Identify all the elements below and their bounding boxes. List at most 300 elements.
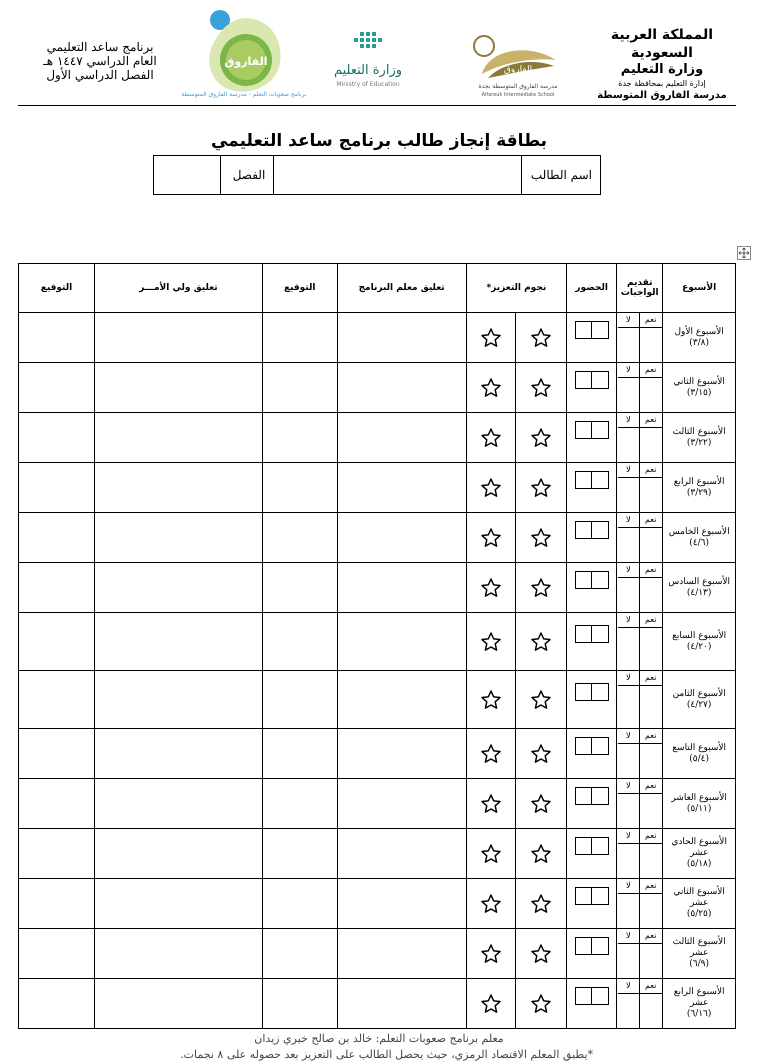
star-icon[interactable]	[530, 689, 552, 711]
week-row	[19, 563, 736, 613]
no-label: لا	[618, 613, 640, 628]
signature-cell[interactable]	[19, 779, 95, 829]
teacher-comment-cell[interactable]	[337, 463, 466, 513]
footer	[0, 1031, 758, 1063]
attendance-box[interactable]	[592, 472, 608, 488]
week-row	[19, 729, 736, 779]
yes-label: نعم	[640, 929, 662, 944]
homework-cell	[617, 729, 663, 779]
yes-checkbox[interactable]	[640, 894, 662, 928]
yes-label: نعم	[640, 463, 662, 478]
footer-teacher: معلم برنامج صعوبات التعلم: خالد بن صالح خيري زيدان	[254, 1032, 504, 1045]
star-icon[interactable]	[530, 477, 552, 499]
semester: الفصل الدراسي الأول	[46, 68, 154, 82]
parent-comment-cell[interactable]	[94, 463, 262, 513]
no-checkbox[interactable]	[618, 478, 640, 512]
header-divider	[18, 105, 736, 106]
star-cell	[515, 671, 566, 729]
signature-cell[interactable]	[19, 929, 95, 979]
signature-cell[interactable]	[19, 729, 95, 779]
no-checkbox[interactable]	[618, 844, 640, 878]
star-icon[interactable]	[530, 377, 552, 399]
star-cell	[515, 879, 566, 929]
teacher-comment-cell[interactable]	[337, 929, 466, 979]
parent-comment-cell[interactable]	[94, 879, 262, 929]
star-icon[interactable]	[530, 631, 552, 653]
header-teacher-comment: تعليق معلم البرنامج	[337, 264, 466, 313]
week-label: الأسبوع التاسع	[672, 742, 727, 753]
kingdom-text: المملكة العربية السعودية	[610, 27, 714, 61]
homework-yes-no	[618, 413, 662, 462]
week-row	[19, 979, 736, 1029]
week-cell	[663, 979, 736, 1029]
header-signature-1: التوقيع	[262, 264, 337, 313]
star-icon[interactable]	[480, 427, 502, 449]
no-label: لا	[618, 929, 640, 944]
parent-comment-cell[interactable]	[94, 929, 262, 979]
week-label: الأسبوع الرابع	[673, 476, 725, 487]
attendance-box[interactable]	[576, 572, 592, 588]
homework-yes-no	[618, 513, 662, 562]
signature-cell[interactable]	[19, 313, 95, 363]
week-label: الأسبوع الثالث عشر	[672, 937, 726, 958]
yes-checkbox[interactable]	[640, 428, 662, 462]
week-row	[19, 929, 736, 979]
no-checkbox[interactable]	[618, 428, 640, 462]
yes-checkbox[interactable]	[640, 478, 662, 512]
program-logo	[181, 8, 307, 100]
header-signature-2: التوقيع	[19, 264, 95, 313]
attendance-cell	[567, 979, 617, 1029]
week-cell	[663, 613, 736, 671]
signature-cell[interactable]	[262, 929, 337, 979]
week-cell	[663, 413, 736, 463]
yes-checkbox[interactable]	[640, 944, 662, 978]
week-cell	[663, 513, 736, 563]
academic-year: العام الدراسي ١٤٤٧ هـ	[43, 54, 157, 68]
attendance-boxes	[575, 987, 609, 1005]
no-checkbox[interactable]	[618, 378, 640, 412]
yes-checkbox[interactable]	[640, 378, 662, 412]
teacher-comment-cell[interactable]	[337, 613, 466, 671]
attendance-cell	[567, 729, 617, 779]
parent-comment-cell[interactable]	[94, 563, 262, 613]
attendance-boxes	[575, 937, 609, 955]
no-checkbox[interactable]	[618, 744, 640, 778]
signature-cell[interactable]	[19, 363, 95, 413]
yes-checkbox[interactable]	[640, 744, 662, 778]
week-row	[19, 513, 736, 563]
homework-cell	[617, 413, 663, 463]
star-cell	[515, 779, 566, 829]
parent-comment-cell[interactable]	[94, 513, 262, 563]
homework-cell	[617, 879, 663, 929]
homework-yes-no	[618, 979, 662, 1028]
homework-yes-no	[618, 829, 662, 878]
moe-logo-ar: وزارة التعليم	[333, 63, 403, 78]
week-cell	[663, 879, 736, 929]
week-row	[19, 829, 736, 879]
attendance-box[interactable]	[592, 838, 608, 854]
week-label: الأسبوع الرابع عشر	[673, 987, 725, 1008]
yes-checkbox[interactable]	[640, 328, 662, 362]
table-body	[19, 313, 736, 1029]
signature-cell[interactable]	[262, 979, 337, 1029]
teacher-comment-cell[interactable]	[337, 363, 466, 413]
no-checkbox[interactable]	[618, 528, 640, 562]
star-icon[interactable]	[530, 943, 552, 965]
week-row	[19, 463, 736, 513]
signature-cell[interactable]	[262, 413, 337, 463]
star-icon[interactable]	[480, 893, 502, 915]
yes-label: نعم	[640, 613, 662, 628]
star-icon[interactable]	[480, 377, 502, 399]
star-icon[interactable]	[480, 689, 502, 711]
attendance-box[interactable]	[576, 472, 592, 488]
week-date: (٣/١٥)	[686, 387, 712, 398]
homework-yes-no	[618, 779, 662, 828]
attendance-cell	[567, 363, 617, 413]
yes-checkbox[interactable]	[640, 578, 662, 612]
week-date: (٤/٢٠)	[686, 641, 712, 652]
no-checkbox[interactable]	[618, 328, 640, 362]
star-cell	[515, 929, 566, 979]
no-checkbox[interactable]	[618, 894, 640, 928]
attendance-boxes	[575, 471, 609, 489]
signature-cell[interactable]	[262, 613, 337, 671]
parent-comment-cell[interactable]	[94, 979, 262, 1029]
attendance-box[interactable]	[576, 372, 592, 388]
homework-cell	[617, 779, 663, 829]
week-date: (٦/١٦)	[686, 1009, 712, 1019]
school-name-text: مدرسة الفاروق المتوسطة	[597, 90, 727, 101]
no-checkbox[interactable]	[618, 578, 640, 612]
attendance-box[interactable]	[592, 738, 608, 754]
attendance-cell	[567, 413, 617, 463]
signature-cell[interactable]	[262, 829, 337, 879]
teacher-comment-cell[interactable]	[337, 979, 466, 1029]
no-checkbox[interactable]	[618, 686, 640, 728]
signature-cell[interactable]	[19, 413, 95, 463]
student-info-table	[153, 155, 601, 195]
week-row	[19, 779, 736, 829]
yes-checkbox[interactable]	[640, 528, 662, 562]
footer-note: *يطبق المعلم الاقتصاد الرمزي، حيث يحصل الطالب على التعزيز بعد حصوله على ٨ نجمات.	[180, 1048, 593, 1061]
attendance-box[interactable]	[576, 888, 592, 904]
no-label: لا	[618, 671, 640, 686]
star-icon[interactable]	[480, 527, 502, 549]
svg-text:الفاروق: الفاروق	[503, 65, 533, 75]
star-cell	[466, 729, 515, 779]
no-checkbox[interactable]	[618, 994, 640, 1028]
signature-cell[interactable]	[19, 613, 95, 671]
attendance-box[interactable]	[576, 626, 592, 642]
admin-text: إدارة التعليم بمحافظة جدة	[618, 79, 706, 88]
class-field[interactable]	[154, 156, 221, 195]
star-icon[interactable]	[530, 893, 552, 915]
attendance-box[interactable]	[592, 322, 608, 338]
star-icon[interactable]	[480, 843, 502, 865]
week-cell	[663, 829, 736, 879]
no-label: لا	[618, 313, 640, 328]
no-label: لا	[618, 879, 640, 894]
teacher-comment-cell[interactable]	[337, 313, 466, 363]
attendance-box[interactable]	[592, 522, 608, 538]
signature-cell[interactable]	[19, 563, 95, 613]
star-icon[interactable]	[480, 743, 502, 765]
attendance-boxes	[575, 321, 609, 339]
week-label: الأسبوع الثامن	[672, 688, 726, 699]
no-label: لا	[618, 413, 640, 428]
header-homework: تقديم الواجبات	[617, 264, 663, 313]
star-icon[interactable]	[530, 743, 552, 765]
program-logo-text: برنامج صعوبات التعلم - مدرسة الفاروق المتوسطة	[181, 91, 307, 98]
header-parent-comment: تعليق ولي الأمـــر	[94, 264, 262, 313]
star-icon[interactable]	[480, 577, 502, 599]
week-cell	[663, 563, 736, 613]
attendance-box[interactable]	[576, 938, 592, 954]
attendance-box[interactable]	[592, 684, 608, 700]
week-row	[19, 613, 736, 671]
star-icon[interactable]	[530, 843, 552, 865]
school-logo-en: Alfarouk Intermediate School	[481, 92, 555, 98]
attendance-boxes	[575, 787, 609, 805]
attendance-box[interactable]	[592, 938, 608, 954]
attendance-cell	[567, 313, 617, 363]
star-icon[interactable]	[530, 793, 552, 815]
teacher-comment-cell[interactable]	[337, 729, 466, 779]
week-date: (٦/٩)	[689, 959, 709, 969]
no-label: لا	[618, 363, 640, 378]
signature-cell[interactable]	[19, 829, 95, 879]
yes-label: نعم	[640, 513, 662, 528]
signature-cell[interactable]	[262, 513, 337, 563]
attendance-cell	[567, 779, 617, 829]
attendance-cell	[567, 671, 617, 729]
homework-cell	[617, 829, 663, 879]
homework-yes-no	[618, 363, 662, 412]
week-label: الأسبوع الثالث	[672, 426, 726, 437]
star-cell	[466, 929, 515, 979]
homework-yes-no	[618, 879, 662, 928]
attendance-box[interactable]	[576, 522, 592, 538]
yes-checkbox[interactable]	[640, 794, 662, 828]
star-icon[interactable]	[480, 993, 502, 1015]
star-cell	[466, 613, 515, 671]
week-cell	[663, 463, 736, 513]
homework-yes-no	[618, 729, 662, 778]
week-date: (٣/٢٢)	[686, 437, 712, 448]
homework-cell	[617, 613, 663, 671]
star-cell	[466, 563, 515, 613]
yes-checkbox[interactable]	[640, 844, 662, 878]
star-cell	[466, 313, 515, 363]
class-label: الفصل	[221, 156, 274, 195]
signature-cell[interactable]	[19, 463, 95, 513]
attendance-boxes	[575, 737, 609, 755]
signature-cell[interactable]	[262, 563, 337, 613]
teacher-comment-cell[interactable]	[337, 671, 466, 729]
attendance-box[interactable]	[576, 838, 592, 854]
signature-cell[interactable]	[262, 363, 337, 413]
star-icon[interactable]	[530, 527, 552, 549]
no-checkbox[interactable]	[618, 944, 640, 978]
parent-comment-cell[interactable]	[94, 779, 262, 829]
parent-comment-cell[interactable]	[94, 829, 262, 879]
no-label: لا	[618, 463, 640, 478]
star-cell	[466, 513, 515, 563]
signature-cell[interactable]	[262, 463, 337, 513]
attendance-box[interactable]	[592, 572, 608, 588]
star-cell	[515, 729, 566, 779]
attendance-cell	[567, 613, 617, 671]
attendance-box[interactable]	[592, 422, 608, 438]
attendance-box[interactable]	[592, 626, 608, 642]
signature-cell[interactable]	[262, 879, 337, 929]
week-label: الأسبوع السابع	[672, 630, 727, 641]
homework-yes-no	[618, 313, 662, 362]
star-icon[interactable]	[530, 327, 552, 349]
homework-cell	[617, 671, 663, 729]
attendance-box[interactable]	[576, 988, 592, 1004]
yes-label: نعم	[640, 313, 662, 328]
no-label: لا	[618, 829, 640, 844]
star-icon[interactable]	[480, 477, 502, 499]
homework-cell	[617, 363, 663, 413]
header-logos	[181, 8, 740, 103]
teacher-comment-cell[interactable]	[337, 829, 466, 879]
teacher-comment-cell[interactable]	[337, 879, 466, 929]
table-move-handle-icon[interactable]	[737, 246, 751, 260]
yes-checkbox[interactable]	[640, 628, 662, 670]
yes-label: نعم	[640, 563, 662, 578]
star-icon[interactable]	[480, 793, 502, 815]
no-label: لا	[618, 563, 640, 578]
attendance-box[interactable]	[592, 988, 608, 1004]
star-cell	[466, 463, 515, 513]
attendance-cell	[567, 879, 617, 929]
signature-cell[interactable]	[262, 729, 337, 779]
signature-cell[interactable]	[262, 313, 337, 363]
student-name-field[interactable]	[274, 156, 522, 195]
parent-comment-cell[interactable]	[94, 729, 262, 779]
attendance-box[interactable]	[576, 788, 592, 804]
teacher-comment-cell[interactable]	[337, 413, 466, 463]
teacher-comment-cell[interactable]	[337, 513, 466, 563]
homework-cell	[617, 979, 663, 1029]
star-cell	[515, 313, 566, 363]
star-icon[interactable]	[530, 993, 552, 1015]
attendance-boxes	[575, 371, 609, 389]
week-label: الأسبوع الحادي عشر	[671, 837, 727, 858]
star-icon[interactable]	[480, 327, 502, 349]
no-checkbox[interactable]	[618, 794, 640, 828]
attendance-box[interactable]	[592, 372, 608, 388]
attendance-cell	[567, 513, 617, 563]
star-cell	[515, 513, 566, 563]
signature-cell[interactable]	[19, 879, 95, 929]
star-cell	[515, 363, 566, 413]
attendance-box[interactable]	[576, 322, 592, 338]
attendance-box[interactable]	[576, 738, 592, 754]
star-icon[interactable]	[480, 943, 502, 965]
star-cell	[466, 979, 515, 1029]
attendance-box[interactable]	[592, 788, 608, 804]
yes-label: نعم	[640, 879, 662, 894]
week-date: (٤/٦)	[689, 537, 709, 548]
signature-cell[interactable]	[262, 671, 337, 729]
homework-cell	[617, 513, 663, 563]
no-label: لا	[618, 979, 640, 994]
attendance-box[interactable]	[576, 422, 592, 438]
page-title: بطاقة إنجاز طالب برنامج ساعد التعليمي	[210, 131, 548, 151]
signature-cell[interactable]	[19, 979, 95, 1029]
star-icon[interactable]	[480, 631, 502, 653]
week-date: (٣/٢٩)	[686, 487, 712, 498]
signature-cell[interactable]	[19, 671, 95, 729]
attendance-box[interactable]	[592, 888, 608, 904]
parent-comment-cell[interactable]	[94, 413, 262, 463]
star-icon[interactable]	[530, 577, 552, 599]
signature-cell[interactable]	[19, 513, 95, 563]
attendance-boxes	[575, 837, 609, 855]
week-cell	[663, 313, 736, 363]
no-label: لا	[618, 779, 640, 794]
week-date: (٣/٨)	[689, 337, 709, 348]
week-label: الأسبوع الثاني عشر	[673, 887, 725, 908]
teacher-comment-cell[interactable]	[337, 779, 466, 829]
header-stars: نجوم التعزيز*	[466, 264, 566, 313]
kingdom-ministry-block	[588, 26, 736, 102]
attendance-boxes	[575, 571, 609, 589]
homework-yes-no	[618, 929, 662, 978]
homework-yes-no	[618, 463, 662, 512]
star-cell	[515, 613, 566, 671]
week-date: (٥/٢٥)	[686, 909, 712, 919]
week-cell	[663, 363, 736, 413]
yes-label: نعم	[640, 829, 662, 844]
star-cell	[515, 979, 566, 1029]
school-logo-ar: مدرسة الفاروق المتوسطة بجدة	[478, 83, 558, 90]
signature-cell[interactable]	[262, 779, 337, 829]
ministry-of-education-logo	[320, 28, 410, 98]
homework-cell	[617, 563, 663, 613]
parent-comment-cell[interactable]	[94, 613, 262, 671]
parent-comment-cell[interactable]	[94, 363, 262, 413]
star-cell	[466, 671, 515, 729]
attendance-box[interactable]	[576, 684, 592, 700]
yes-label: نعم	[640, 779, 662, 794]
attendance-boxes	[575, 683, 609, 701]
week-row	[19, 413, 736, 463]
yes-label: نعم	[640, 979, 662, 994]
yes-checkbox[interactable]	[640, 686, 662, 728]
week-date: (٤/٢٧)	[686, 699, 712, 710]
no-checkbox[interactable]	[618, 628, 640, 670]
star-cell	[466, 879, 515, 929]
week-label: الأسبوع السادس	[668, 576, 731, 587]
no-label: لا	[618, 729, 640, 744]
teacher-comment-cell[interactable]	[337, 563, 466, 613]
attendance-boxes	[575, 887, 609, 905]
yes-checkbox[interactable]	[640, 994, 662, 1028]
parent-comment-cell[interactable]	[94, 671, 262, 729]
homework-yes-no	[618, 613, 662, 670]
parent-comment-cell[interactable]	[94, 313, 262, 363]
week-row	[19, 313, 736, 363]
week-date: (٥/١٨)	[686, 859, 712, 869]
star-icon[interactable]	[530, 427, 552, 449]
